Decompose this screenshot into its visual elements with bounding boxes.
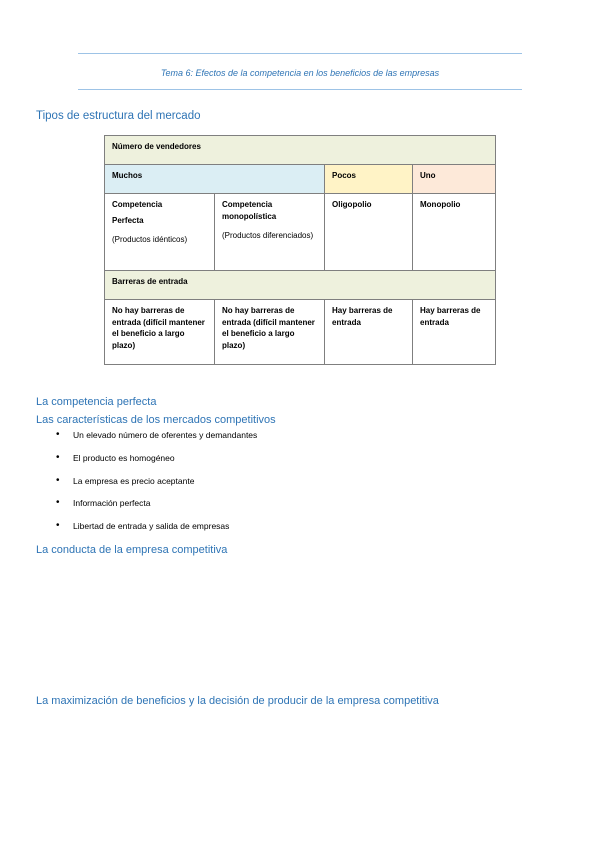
section-title-market-types: Tipos de estructura del mercado <box>36 110 201 122</box>
barriers-header: Barreras de entrada <box>105 271 496 300</box>
market-structure-table <box>104 135 496 365</box>
cell-monopoly: Monopolio <box>413 194 496 271</box>
category-few: Pocos <box>325 165 413 194</box>
subsection-title-characteristics: Las características de los mercados competitivos <box>36 414 276 426</box>
category-one: Uno <box>413 165 496 194</box>
section-title-perfect-competition: La competencia perfecta <box>36 396 157 408</box>
cell-oligopoly: Oligopolio <box>325 194 413 271</box>
perfect-line2: Perfecta <box>112 215 144 225</box>
monopolistic-line1: Competencia monopolística <box>222 200 277 221</box>
barrier-cell: Hay barreras de entrada <box>325 300 413 365</box>
monopolistic-note: (Productos diferenciados) <box>222 231 314 241</box>
cell-perfect-competition <box>105 194 215 271</box>
perfect-line1: Competencia <box>112 200 163 209</box>
table-row <box>105 271 496 300</box>
list-item: • Información perfecta <box>56 498 257 521</box>
section-title-firm-conduct: La conducta de la empresa competitiva <box>36 544 228 556</box>
list-item: • La empresa es precio aceptante <box>56 476 257 499</box>
table-row <box>105 300 496 365</box>
barrier-cell: No hay barreras de entrada (difícil mantener el beneficio a largo plazo) <box>105 300 215 365</box>
cell-monopolistic-competition <box>215 194 325 271</box>
header-top-rule <box>78 53 522 54</box>
category-many: Muchos <box>105 165 325 194</box>
list-item: • El producto es homogéneo <box>56 453 257 476</box>
sellers-header: Número de vendedores <box>105 136 496 165</box>
list-item: • Un elevado número de oferentes y demandantes <box>56 430 257 453</box>
characteristics-list <box>56 430 257 544</box>
table-row <box>105 165 496 194</box>
barrier-cell: Hay barreras de entrada <box>413 300 496 365</box>
barrier-cell: No hay barreras de entrada (difícil mantener el beneficio a largo plazo) <box>215 300 325 365</box>
perfect-note: (Productos idénticos) <box>112 235 188 245</box>
section-title-profit-maximization: La maximización de beneficios y la decisión de producir de la empresa competitiva <box>36 695 439 707</box>
table-row <box>105 136 496 165</box>
list-item: • Libertad de entrada y salida de empresas <box>56 521 257 544</box>
running-header: Tema 6: Efectos de la competencia en los beneficios de las empresas <box>160 68 440 78</box>
header-bottom-rule <box>78 89 522 90</box>
table-row <box>105 194 496 271</box>
